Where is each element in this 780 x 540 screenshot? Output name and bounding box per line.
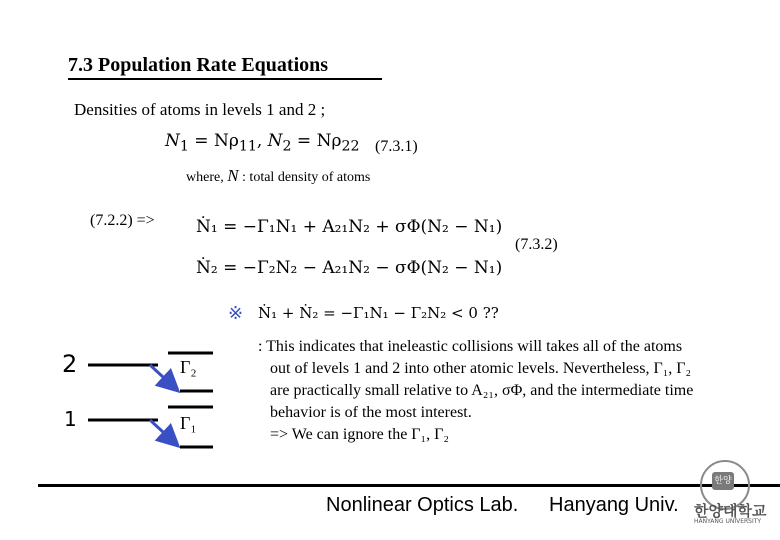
gamma-2-label: Γ₂ xyxy=(180,357,197,377)
paragraph-line-5: => We can ignore the Γ₁, Γ₂ xyxy=(270,426,449,443)
rate-equation-1: Ṅ₁ = −Γ₁N₁ + A₂₁N₂ + σΦ(N₂ − N₁) xyxy=(196,217,503,237)
paragraph-line-4: behavior is of the most interest. xyxy=(270,404,472,421)
title-underline xyxy=(68,78,382,80)
paragraph-line-2: out of levels 1 and 2 into other atomic levels. Nevertheless, Γ₁, Γ₂ xyxy=(270,360,692,377)
equation-number-731: (7.3.1) xyxy=(375,138,418,155)
level-1-label: 1 xyxy=(64,407,77,431)
upper-decay-arrow xyxy=(150,365,176,389)
explanation-paragraph xyxy=(258,336,758,446)
logo-korean-name: 한양대학교 xyxy=(694,502,767,520)
lower-decay-arrow xyxy=(150,420,176,444)
energy-level-diagram xyxy=(58,345,238,460)
level-2-label: 2 xyxy=(62,350,78,378)
gamma-1-label: Γ₁ xyxy=(180,413,197,433)
slide-title: 7.3 Population Rate Equations xyxy=(68,54,329,76)
footer-univ: Hanyang Univ. xyxy=(549,494,679,516)
sum-rate-equation: Ṅ₁ + Ṅ₂ = −Γ₁N₁ − Γ₂N₂ < 0 ?? xyxy=(258,304,499,322)
density-equation: $N_1 = N\rho_{11}$, $N_2 = N\rho_{22}$ xyxy=(165,131,360,155)
logo-english-name: HANYANG UNIVERSITY xyxy=(694,518,762,525)
note-mark-icon: ※ xyxy=(228,303,244,324)
reference-label: (7.2.2) => xyxy=(90,212,155,229)
paragraph-line-3: are practically small relative to A₂₁, σΦ, and the intermediate time xyxy=(270,382,694,399)
footer-lab: Nonlinear Optics Lab. xyxy=(326,494,519,516)
rate-equation-2: Ṅ₂ = −Γ₂N₂ − A₂₁N₂ − σΦ(N₂ − N₁) xyxy=(196,258,503,278)
paragraph-line-1: : This indicates that ineleastic collisions will takes all of the atoms xyxy=(258,338,683,355)
seal-badge: 한양 xyxy=(712,472,734,490)
footer-rule xyxy=(38,484,780,487)
intro-text: Densities of atoms in levels 1 and 2 ; xyxy=(74,100,326,119)
equation-number-732: (7.3.2) xyxy=(515,236,558,253)
where-line: where, N : total density of atoms xyxy=(186,166,371,185)
